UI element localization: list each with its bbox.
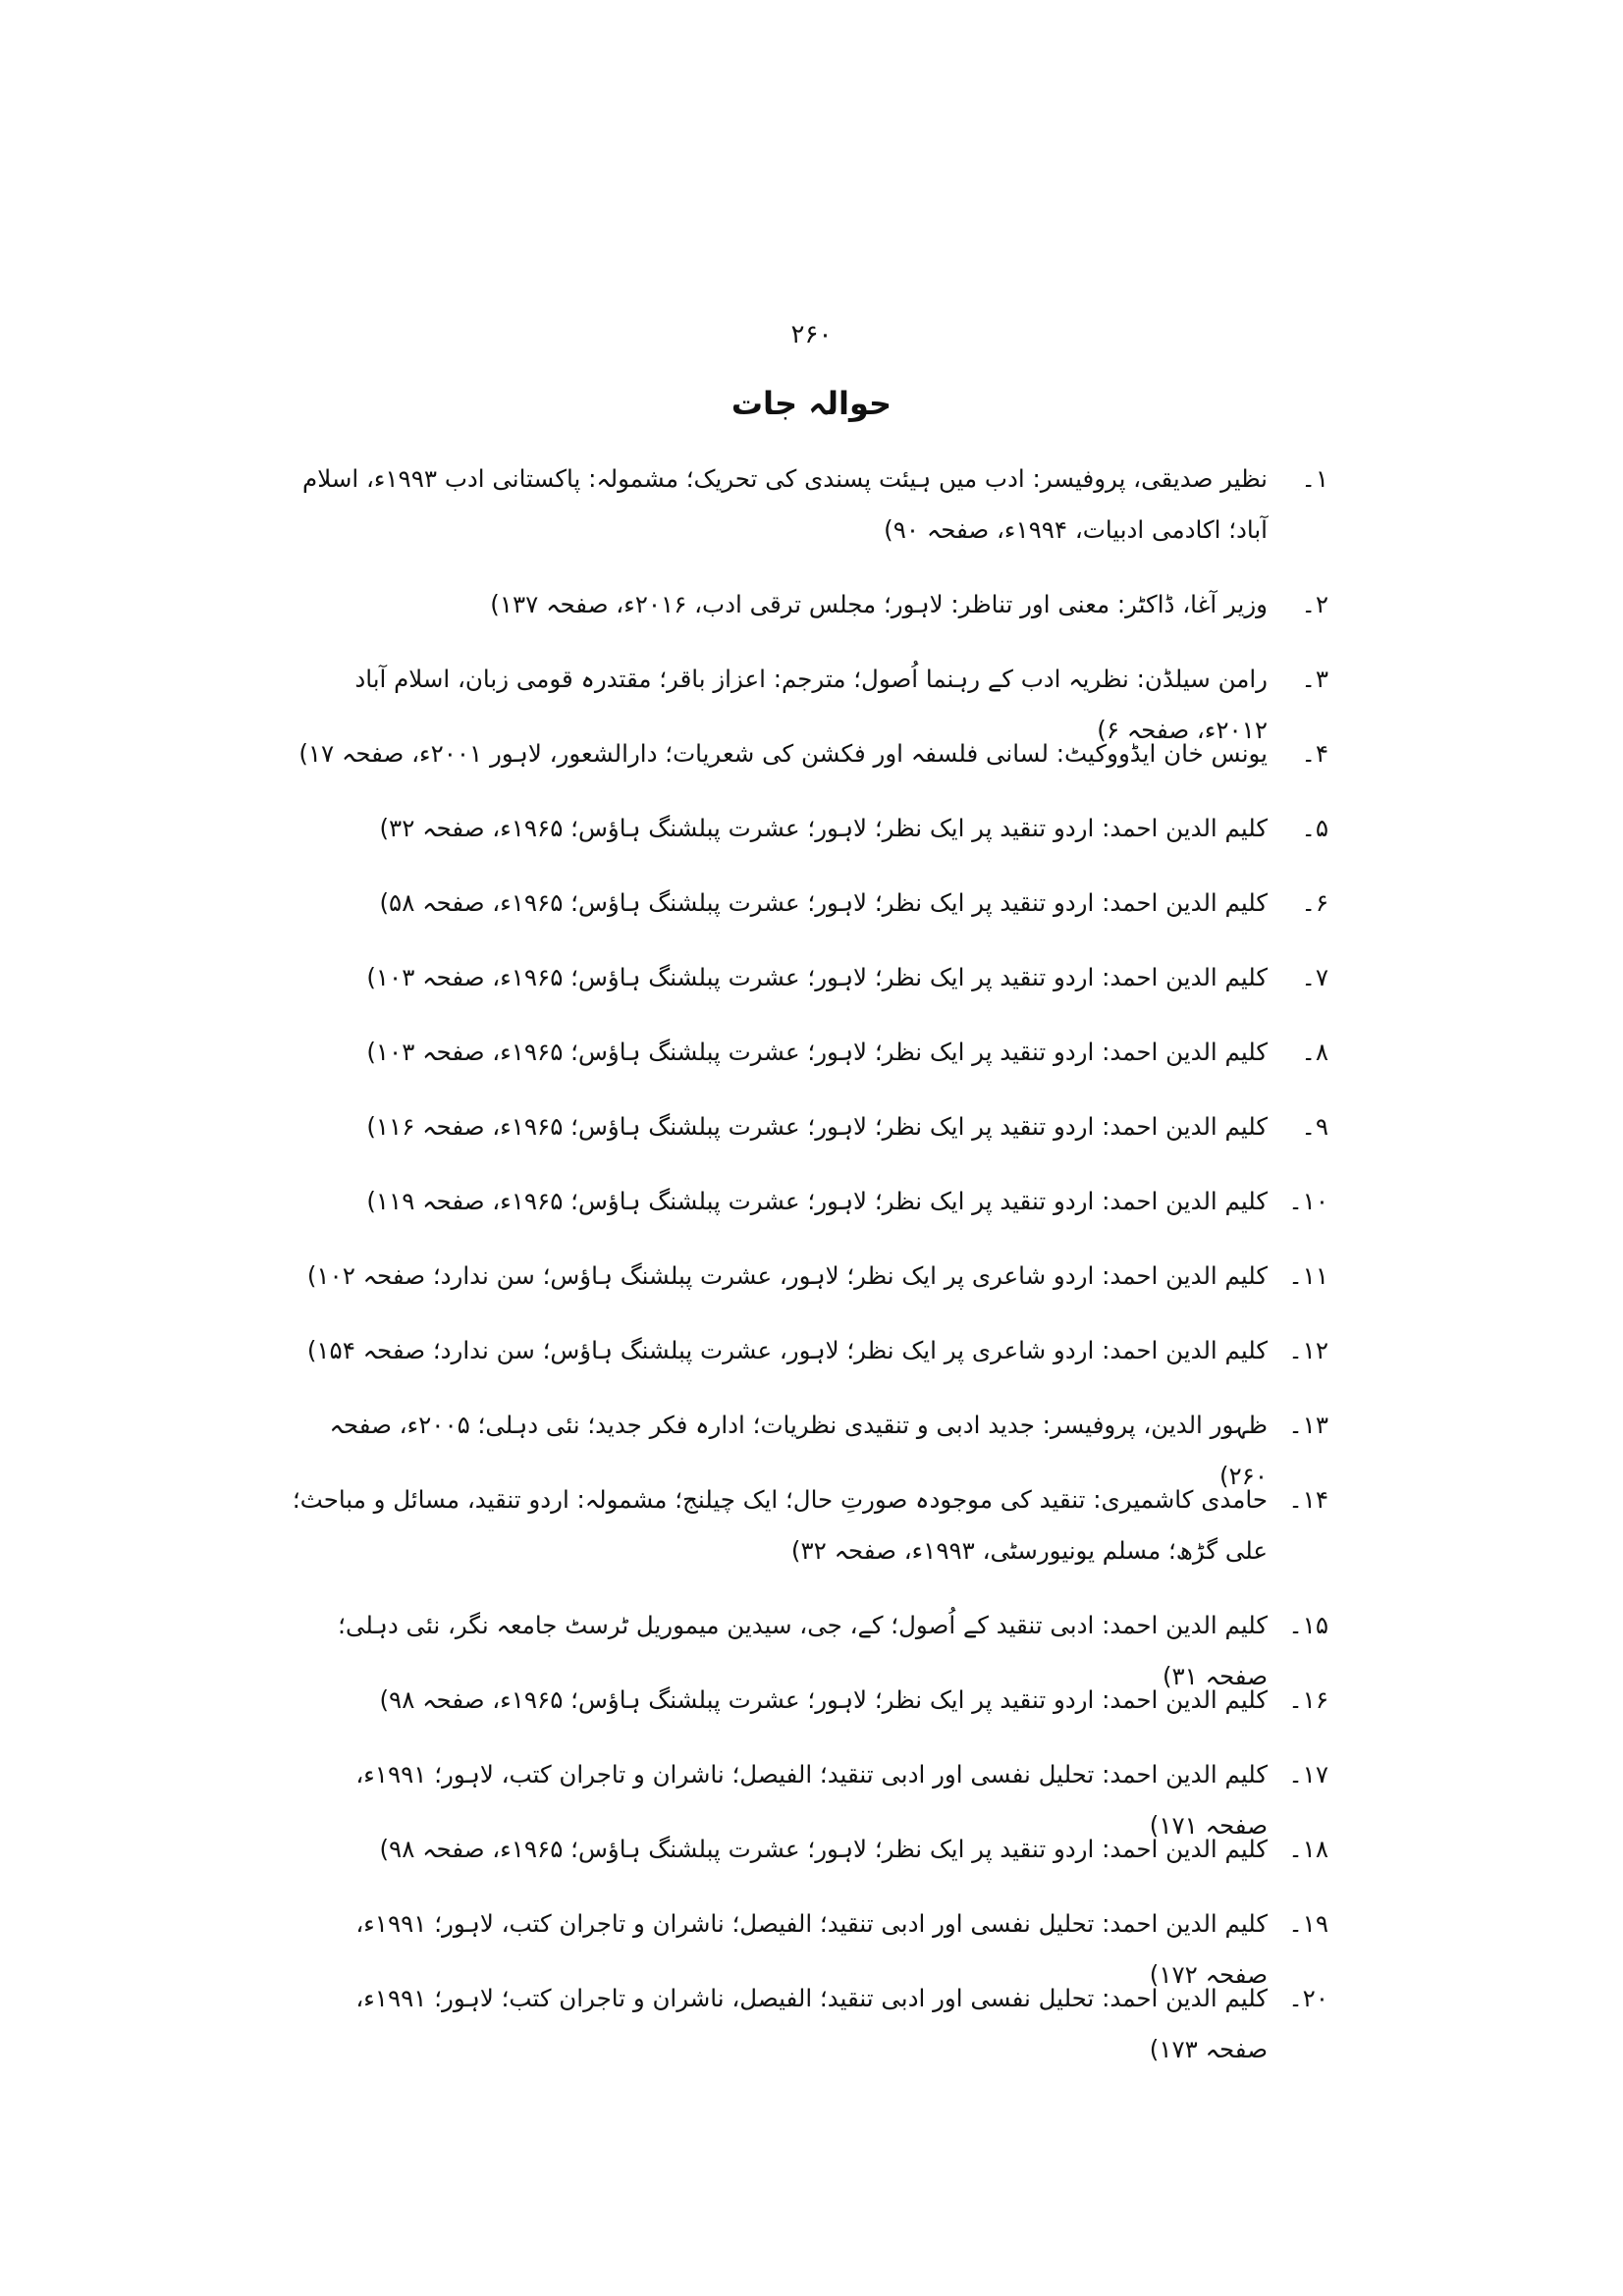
reference-item [288,728,1328,803]
reference-number: ۱۰۔ [1288,1187,1328,1215]
reference-number: ۵۔ [1301,814,1328,842]
reference-text: یونس خان ایڈووکیٹ: لسانی فلسفہ اور فکشن کی شعریات؛ دارالشعور، لاہور ۲۰۰۱ء، صفحہ ۱۷) [298,739,1268,768]
reference-text: کلیم الدین احمد: اردو تنقید پر ایک نظر؛ لاہور؛ عشرت پبلشنگ ہاؤس؛ ۱۹۶۵ء، صفحہ ۱۱۶) [366,1112,1268,1141]
reference-number: ۱۷۔ [1288,1760,1328,1789]
reference-text: ظہور الدین، پروفیسر: جدید ادبی و تنقیدی نظریات؛ ادارہ فکر جدید؛ نئی دہلی؛ ۲۰۰۵ء، صفحہ ۲۶۰) [329,1411,1268,1490]
reference-item [288,1474,1328,1600]
reference-text: نظیر صدیقی، پروفیسر: ادب میں ہیئت پسندی کی تحریک؛ مشمولہ: پاکستانی ادب ۱۹۹۳ء، اسلام آباد؛ اکادمی ادبیات، ۱۹۹۴ء، صفحہ ۹۰) [302,464,1268,544]
reference-item [288,654,1328,744]
reference-item [288,454,1328,579]
reference-text: کلیم الدین احمد: اردو تنقید پر ایک نظر؛ لاہور؛ عشرت پبلشنگ ہاؤس؛ ۱۹۶۵ء، صفحہ ۹۸) [379,1685,1268,1714]
reference-text: کلیم الدین احمد: اردو تنقید پر ایک نظر؛ لاہور؛ عشرت پبلشنگ ہاؤس؛ ۱۹۶۵ء، صفحہ ۵۸) [379,888,1268,917]
reference-item [288,1749,1328,1840]
reference-number: ۱۵۔ [1288,1611,1328,1639]
reference-item [288,1176,1328,1251]
reference-number: ۳۔ [1301,665,1328,693]
reference-item [288,1898,1328,1989]
reference-number: ۸۔ [1301,1038,1328,1066]
reference-item [288,1400,1328,1490]
reference-number: ۲۔ [1301,590,1328,618]
reference-text: کلیم الدین احمد: اردو شاعری پر ایک نظر؛ لاہور، عشرت پبلشنگ ہاؤس؛ سن ندارد؛ صفحہ ۱۰۲) [306,1261,1268,1290]
reference-number: ۱۴۔ [1288,1485,1328,1514]
reference-text: کلیم الدین احمد: اردو تنقید پر ایک نظر؛ لاہور؛ عشرت پبلشنگ ہاؤس؛ ۱۹۶۵ء، صفحہ ۳۲) [379,814,1268,842]
reference-number: ۱۸۔ [1288,1835,1328,1863]
reference-item [288,579,1328,654]
reference-text: کلیم الدین احمد: تحلیل نفسی اور ادبی تنقید؛ الفیصل؛ ناشران و تاجران کتب، لاہور؛ ۱۹۹۱ء، صفحہ ۱۷۲) [355,1909,1268,1989]
reference-text: کلیم الدین احمد: تحلیل نفسی اور ادبی تنقید؛ الفیصل، ناشران و تاجران کتب؛ لاہور؛ ۱۹۹۱ء، صفحہ ۱۷۳) [355,1984,1268,2063]
reference-item [288,1325,1328,1400]
reference-item [288,878,1328,952]
reference-text: کلیم الدین احمد: اردو تنقید پر ایک نظر؛ لاہور؛ عشرت پبلشنگ ہاؤس؛ ۱۹۶۵ء، صفحہ ۹۸) [379,1835,1268,1863]
reference-text: کلیم الدین احمد: تحلیل نفسی اور ادبی تنقید؛ الفیصل؛ ناشران و تاجران کتب، لاہور؛ ۱۹۹۱ء، صفحہ ۱۷۱) [355,1760,1268,1840]
reference-item [288,952,1328,1027]
references-list [288,454,1328,2063]
reference-text: کلیم الدین احمد: اردو تنقید پر ایک نظر؛ لاہور؛ عشرت پبلشنگ ہاؤس؛ ۱۹۶۵ء، صفحہ ۱۱۹) [366,1187,1268,1215]
reference-number: ۶۔ [1301,888,1328,917]
reference-text: رامن سیلڈن: نظریہ ادب کے رہنما اُصول؛ مترجم: اعزاز باقر؛ مقتدرہ قومی زبان، اسلام آباد ۲۰۱۲ء، صفحہ ۶) [354,665,1268,744]
reference-number: ۴۔ [1301,739,1328,768]
reference-item [288,1973,1328,2063]
reference-text: حامدی کاشمیری: تنقید کی موجودہ صورتِ حال؛ ایک چیلنج؛ مشمولہ: اردو تنقید، مسائل و مباحث؛ علی گڑھ؛ مسلم یونیورسٹی، ۱۹۹۳ء، صفحہ ۳۲) [292,1485,1268,1565]
reference-text: کلیم الدین احمد: اردو تنقید پر ایک نظر؛ لاہور؛ عشرت پبلشنگ ہاؤس؛ ۱۹۶۵ء، صفحہ ۱۰۳) [366,963,1268,991]
reference-number: ۱۹۔ [1288,1909,1328,1938]
reference-number: ۱۶۔ [1288,1685,1328,1714]
reference-text: وزیر آغا، ڈاکٹر: معنی اور تناظر: لاہور؛ مجلس ترقی ادب، ۲۰۱۶ء، صفحہ ۱۳۷) [490,590,1268,618]
reference-item [288,1824,1328,1898]
reference-number: ۱۳۔ [1288,1411,1328,1439]
reference-item [288,1027,1328,1101]
reference-number: ۹۔ [1301,1112,1328,1141]
reference-item [288,1251,1328,1325]
reference-number: ۱۔ [1301,464,1328,493]
reference-item [288,803,1328,878]
reference-number: ۷۔ [1301,963,1328,991]
reference-item [288,1600,1328,1690]
reference-item [288,1675,1328,1749]
references-heading: حوالہ جات [730,385,893,422]
reference-number: ۲۰۔ [1288,1984,1328,2012]
reference-text: کلیم الدین احمد: اردو شاعری پر ایک نظر؛ لاہور، عشرت پبلشنگ ہاؤس؛ سن ندارد؛ صفحہ ۱۵۴) [306,1336,1268,1364]
page-number: ۲۶۰ [790,320,833,349]
reference-text: کلیم الدین احمد: اردو تنقید پر ایک نظر؛ لاہور؛ عشرت پبلشنگ ہاؤس؛ ۱۹۶۵ء، صفحہ ۱۰۳) [366,1038,1268,1066]
reference-text: کلیم الدین احمد: ادبی تنقید کے اُصول؛ کے، جی، سیدین میموریل ٹرسٹ جامعہ نگر، نئی دہلی؛ صفحہ ۳۱) [338,1611,1268,1690]
reference-item [288,1101,1328,1176]
reference-number: ۱۲۔ [1288,1336,1328,1364]
reference-number: ۱۱۔ [1288,1261,1328,1290]
